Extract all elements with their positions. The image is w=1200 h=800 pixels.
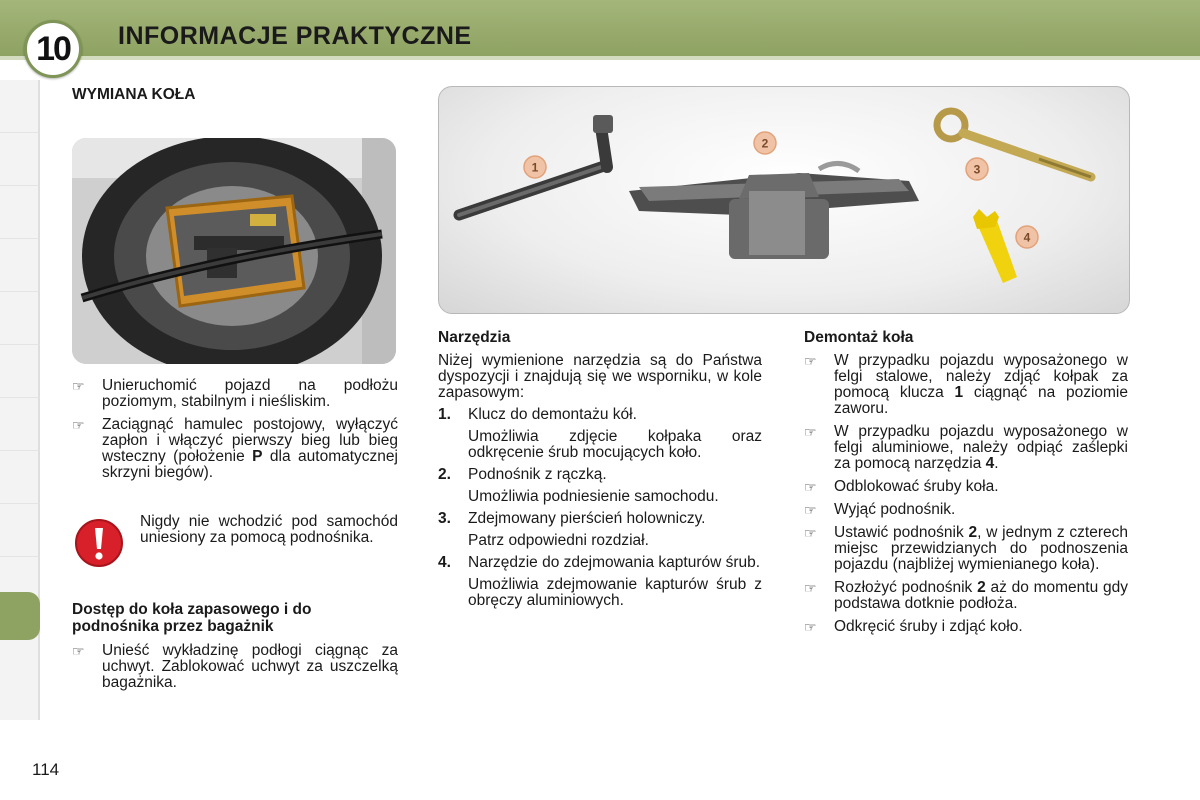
list-item-note: Umożliwia podniesienie samochodu.	[468, 488, 719, 505]
section-title-wheel-change: WYMIANA KOŁA	[72, 86, 196, 103]
list-item: ☞ Odblokować śruby koła.	[804, 478, 999, 495]
hand-pointer-icon: ☞	[72, 378, 85, 394]
list-item: ☞ W przypadku pojazdu wyposażonego w felgi stalowe, należy zdjąć kołpak za pomocą klucza 1 ciągnąć na poziomie zaworu.	[804, 352, 1128, 417]
towing-eye-illustration	[937, 111, 1091, 177]
label-4	[1016, 226, 1038, 248]
hand-pointer-icon: ☞	[804, 424, 817, 440]
list-item: ☞ Wyjąć podnośnik.	[804, 501, 956, 518]
side-tab[interactable]	[0, 239, 40, 292]
left-instructions	[72, 378, 398, 488]
label-3	[966, 158, 988, 180]
list-item-note: Umożliwia zdjęcie kołpaka oraz odkręcenie śrub mocujących koło.	[468, 428, 762, 461]
list-item: ☞ Odkręcić śruby i zdjąć koło.	[804, 618, 1023, 635]
side-tab[interactable]	[0, 504, 40, 557]
side-tab[interactable]	[0, 133, 40, 186]
spare-wheel-photo	[72, 138, 396, 364]
section-title-tools: Narzędzia	[438, 329, 511, 346]
list-item: ☞ Ustawić podnośnik 2, w jednym z czterech miejsc przewidzianych do podnoszenia pojazdu (najbliżej wymienianego koła).	[804, 524, 1128, 573]
warning-icon	[74, 518, 124, 568]
removal-instructions	[804, 353, 1128, 642]
chapter-number-badge	[24, 20, 82, 78]
access-instructions	[72, 643, 398, 698]
list-item: ☞ Unieść wykładzinę podłogi ciągnąc za uchwyt. Zablokować uchwyt za uszczelką bagażnika.	[72, 642, 398, 691]
list-item: ☞ Unieruchomić pojazd na podłożu poziomym, stabilnym i nieśliskim.	[72, 377, 398, 410]
figure-label: 4	[1023, 230, 1031, 245]
warning-text: Nigdy nie wchodzić pod samochód uniesiony za pomocą podnośnika.	[140, 513, 398, 546]
hand-pointer-icon: ☞	[804, 525, 817, 541]
jack-illustration	[629, 163, 919, 259]
list-item: 1. Klucz do demontażu kół.	[438, 406, 637, 423]
tools-intro: Niżej wymienione narzędzia są do Państwa dyspozycji i znajdują się we wsporniku, w kole zapasowym:	[438, 352, 762, 401]
section-title-spare-access: Dostęp do koła zapasowego i do podnośnika przez bagażnik	[72, 601, 312, 635]
list-item: ☞ W przypadku pojazdu wyposażonego w felgi aluminiowe, należy odpiąć zaślepki za pomocą narzędzia 4.	[804, 423, 1128, 472]
side-tab[interactable]	[0, 398, 40, 451]
list-item: 2. Podnośnik z rączką.	[438, 466, 607, 483]
side-tab[interactable]	[0, 80, 40, 133]
chapter-number: 10	[36, 29, 70, 68]
hand-pointer-icon: ☞	[804, 619, 817, 635]
side-tab[interactable]	[0, 451, 40, 504]
tools-figure	[438, 86, 1130, 314]
list-item: 4. Narzędzie do zdejmowania kapturów śrub.	[438, 554, 761, 571]
list-item: 3. Zdejmowany pierścień holowniczy.	[438, 510, 706, 527]
list-item-note: Patrz odpowiedni rozdział.	[468, 532, 649, 549]
side-tab[interactable]	[0, 186, 40, 239]
side-tab[interactable]	[0, 345, 40, 398]
hand-pointer-icon: ☞	[804, 580, 817, 596]
hand-pointer-icon: ☞	[804, 479, 817, 495]
figure-label: 1	[531, 160, 539, 175]
figure-label: 3	[973, 162, 981, 177]
chapter-title: INFORMACJE PRAKTYCZNE	[118, 22, 472, 50]
tools-list	[438, 353, 762, 615]
side-tab-active[interactable]	[0, 592, 40, 640]
list-item-note: Umożliwia zdejmowanie kapturów śrub z obręczy aluminiowych.	[468, 576, 762, 609]
figure-label: 2	[761, 136, 769, 151]
hand-pointer-icon: ☞	[72, 417, 85, 433]
side-tab[interactable]	[0, 292, 40, 345]
hand-pointer-icon: ☞	[804, 502, 817, 518]
hand-pointer-icon: ☞	[804, 353, 817, 369]
page-number: 114	[32, 760, 60, 779]
label-2	[754, 132, 776, 154]
hand-pointer-icon: ☞	[72, 643, 85, 659]
label-1	[524, 156, 546, 178]
side-tab[interactable]	[0, 668, 40, 720]
header-underline	[0, 56, 1200, 60]
bolt-cap-tool-illustration	[973, 209, 1017, 283]
section-title-wheel-removal: Demontaż koła	[804, 329, 914, 346]
list-item: ☞ Rozłożyć podnośnik 2 aż do momentu gdy podstawa dotknie podłoża.	[804, 579, 1128, 612]
list-item: ☞ Zaciągnąć hamulec postojowy, wyłączyć zapłon i włączyć pierwszy bieg lub bieg wsteczny (położenie P dla automatycznej skrzyni biegów).	[72, 416, 398, 481]
